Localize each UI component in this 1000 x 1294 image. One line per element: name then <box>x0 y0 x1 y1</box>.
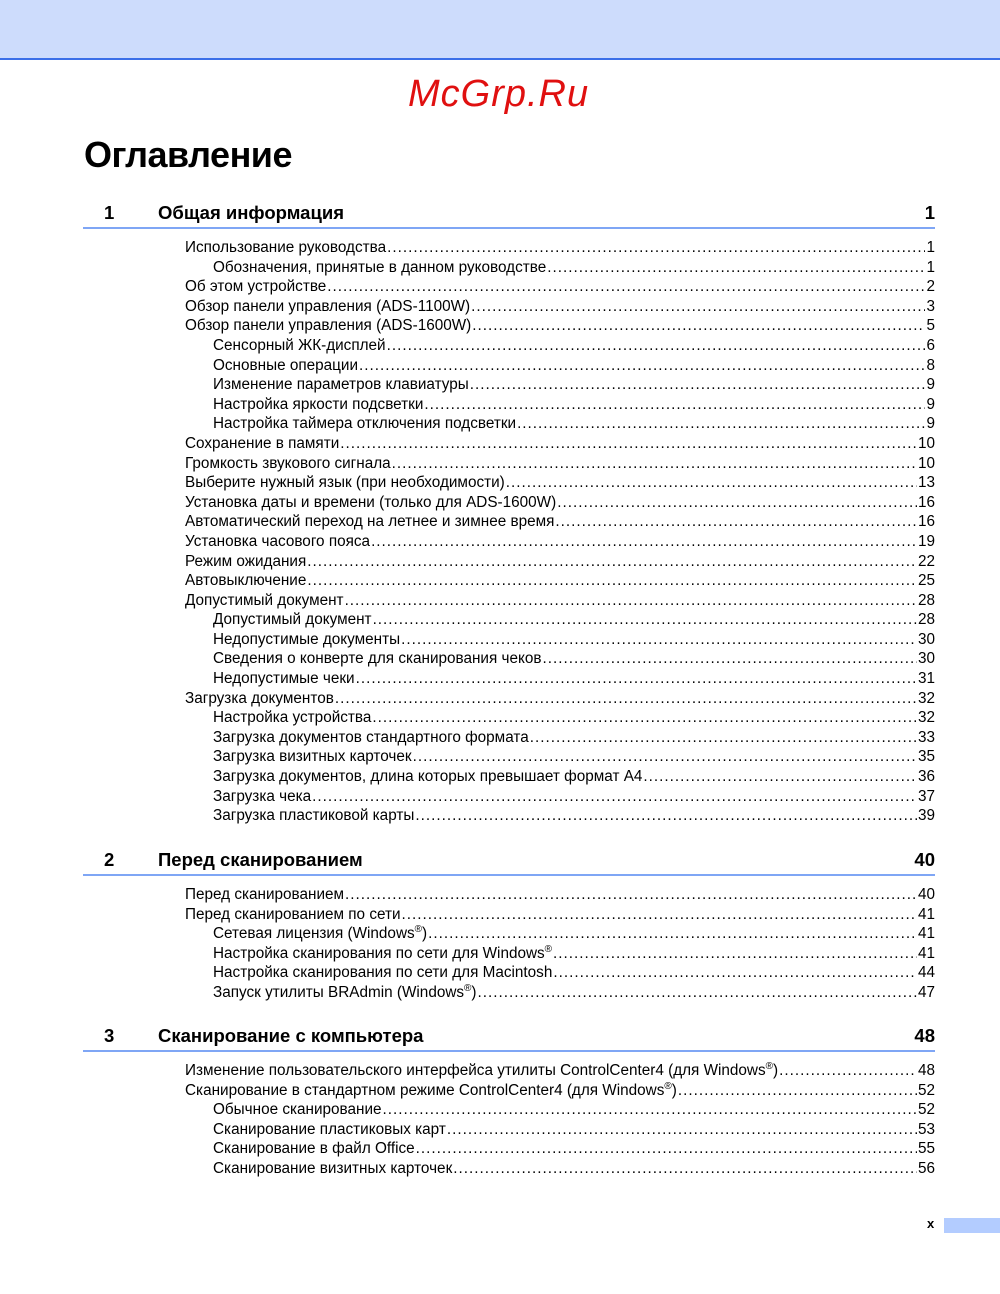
entry-title <box>213 983 477 1003</box>
toc-entry[interactable] <box>83 963 935 983</box>
entry-page: 36 <box>917 768 935 786</box>
entry-title <box>185 1061 778 1081</box>
section-title: Сканирование с компьютера <box>158 1025 424 1046</box>
entry-text: Перед сканированием по сети <box>185 905 401 923</box>
entry-page: 19 <box>917 532 935 550</box>
entry-page: 32 <box>917 709 935 727</box>
entry-text: Сохранение в памяти <box>185 434 340 452</box>
section-title: Перед сканированием <box>158 849 363 870</box>
entry-text: Настройка таймера отключения подсветки <box>213 415 517 433</box>
entry-text: Загрузка документов стандартного формата <box>213 728 529 746</box>
dot-leader <box>553 963 917 983</box>
toc-entry[interactable] <box>83 512 935 532</box>
entry-title <box>185 434 339 454</box>
entry-page: 25 <box>917 572 935 590</box>
header-band <box>0 0 1000 60</box>
toc-entry[interactable] <box>83 375 935 395</box>
entry-title <box>213 806 414 826</box>
entry-title <box>185 532 370 552</box>
dot-leader <box>553 944 917 964</box>
entry-title <box>213 728 529 748</box>
registered-mark: ® <box>544 943 553 955</box>
entry-text: Автоматический переход на летнее и зимнее время <box>185 513 555 531</box>
toc-entry[interactable] <box>83 414 935 434</box>
entry-page: 16 <box>917 513 935 531</box>
toc-entry[interactable] <box>83 610 935 630</box>
entry-text: Перед сканированием <box>185 886 345 903</box>
entry-page: 56 <box>917 1159 935 1177</box>
toc-entry[interactable] <box>83 1061 935 1081</box>
entry-text: Использование руководства <box>185 239 387 256</box>
entry-page: 6 <box>926 336 935 354</box>
entry-title <box>185 905 401 925</box>
toc-entry[interactable] <box>83 983 935 1003</box>
dot-leader <box>383 1100 917 1120</box>
dot-leader <box>530 728 917 748</box>
toc-entry[interactable] <box>83 747 935 767</box>
entry-page: 9 <box>926 395 935 413</box>
entry-suffix: ) <box>422 925 428 943</box>
toc-section <box>83 1022 935 1179</box>
dot-leader <box>547 258 925 278</box>
entry-text: Недопустимые документы <box>213 630 401 648</box>
toc-entry[interactable] <box>83 689 935 709</box>
dot-leader <box>359 356 925 376</box>
registered-mark: ® <box>664 1080 672 1092</box>
dot-leader <box>415 806 917 826</box>
entry-text: Настройка сканирования по сети для Windows <box>213 944 545 962</box>
entry-page: 9 <box>926 376 935 394</box>
entry-title <box>185 885 344 905</box>
entry-title <box>185 571 306 591</box>
entry-text: Загрузка документов <box>185 689 334 707</box>
dot-leader <box>372 708 917 728</box>
entry-title <box>213 1159 452 1179</box>
entry-title <box>213 258 546 278</box>
entry-title <box>213 1139 415 1159</box>
entry-title <box>213 767 642 787</box>
entry-text: Обозначения, принятые в данном руководстве <box>213 258 547 276</box>
entry-title <box>213 944 552 964</box>
toc-entry[interactable] <box>83 356 935 376</box>
entry-page: 39 <box>917 807 935 825</box>
entry-page: 2 <box>926 278 935 296</box>
entry-text: Загрузка пластиковой карты <box>213 807 415 825</box>
entry-page: 33 <box>917 728 935 746</box>
dot-leader <box>779 1061 917 1081</box>
dot-leader <box>402 905 917 925</box>
entry-text: Сканирование в стандартном режиме ControlCenter4 (для Windows <box>185 1081 665 1099</box>
dot-leader <box>327 277 925 297</box>
entry-title <box>213 963 552 983</box>
dot-leader <box>643 767 917 787</box>
entry-text: Сканирование пластиковых карт <box>213 1120 446 1138</box>
entry-page: 22 <box>917 552 935 570</box>
toc-entry[interactable] <box>83 316 935 336</box>
entry-text: Допустимый документ <box>213 611 372 629</box>
dot-leader <box>387 336 926 356</box>
entry-title <box>213 336 386 356</box>
dot-leader <box>428 924 917 944</box>
entry-text: Установка даты и времени (только для ADS-1600W) <box>185 493 557 511</box>
dot-leader <box>392 454 917 474</box>
dot-leader <box>447 1120 917 1140</box>
entry-page: 55 <box>917 1140 935 1158</box>
entry-text: Режим ожидания <box>185 552 307 570</box>
entry-suffix: ) <box>471 983 477 1001</box>
dot-leader <box>453 1159 917 1179</box>
toc-entry[interactable] <box>83 669 935 689</box>
section-number: 3 <box>104 1025 115 1046</box>
toc-entry[interactable] <box>83 787 935 807</box>
entry-title <box>185 297 470 317</box>
dot-leader <box>345 885 917 905</box>
dot-leader <box>678 1081 917 1101</box>
toc-entry[interactable] <box>83 767 935 787</box>
toc-entry[interactable] <box>83 728 935 748</box>
entry-title <box>185 238 386 258</box>
section-number: 2 <box>104 849 115 870</box>
toc-entry[interactable] <box>83 297 935 317</box>
dot-leader <box>542 649 917 669</box>
section-page: 1 <box>924 202 935 223</box>
toc-entry[interactable] <box>83 1081 935 1101</box>
toc-entries <box>83 238 935 826</box>
entry-suffix: ) <box>773 1062 779 1079</box>
entry-title <box>213 708 371 728</box>
entry-text: Сенсорный ЖК-дисплей <box>213 336 386 354</box>
entry-page: 3 <box>926 297 935 315</box>
entry-page: 10 <box>917 434 935 452</box>
entry-page: 28 <box>917 591 935 609</box>
entry-title <box>185 493 556 513</box>
entry-page: 31 <box>917 670 935 688</box>
dot-leader <box>413 747 917 767</box>
entry-page: 37 <box>917 787 935 805</box>
entry-title <box>185 689 334 709</box>
entry-text: Настройка яркости подсветки <box>213 395 424 413</box>
entry-page: 8 <box>926 356 935 374</box>
entry-page: 44 <box>917 964 935 982</box>
toc-entry[interactable] <box>83 1120 935 1140</box>
dot-leader <box>416 1139 917 1159</box>
entry-page: 16 <box>917 493 935 511</box>
entry-page: 30 <box>917 630 935 648</box>
entry-title <box>213 610 372 630</box>
entry-text: Громкость звукового сигнала <box>185 454 391 472</box>
toc-entry[interactable] <box>83 238 935 258</box>
toc-entry[interactable] <box>83 532 935 552</box>
entry-title <box>185 277 326 297</box>
entry-page: 5 <box>926 317 935 335</box>
dot-leader <box>401 630 917 650</box>
entry-text: Запуск утилиты BRAdmin (Windows <box>213 983 465 1001</box>
dot-leader <box>424 395 925 415</box>
entry-page: 9 <box>926 415 935 433</box>
entry-page: 10 <box>917 454 935 472</box>
section-heading[interactable] <box>83 846 935 876</box>
entry-page: 48 <box>917 1062 935 1079</box>
entry-text: Выберите нужный язык (при необходимости) <box>185 474 505 492</box>
entry-page: 53 <box>917 1120 935 1138</box>
entry-text: Автовыключение <box>185 572 307 590</box>
dot-leader <box>470 375 926 395</box>
dot-leader <box>506 473 917 493</box>
footer-bar <box>944 1218 1000 1233</box>
entry-title <box>213 375 469 395</box>
entry-text: Настройка сканирования по сети для Macintosh <box>213 964 553 982</box>
entry-page: 41 <box>917 905 935 923</box>
entry-title <box>213 747 412 767</box>
entry-page: 28 <box>917 611 935 629</box>
dot-leader <box>373 610 917 630</box>
dot-leader <box>335 689 917 709</box>
watermark: McGrp.Ru <box>408 73 590 115</box>
dot-leader <box>307 552 917 572</box>
entry-page: 1 <box>926 239 935 256</box>
registered-mark: ® <box>414 924 423 936</box>
section-number: 1 <box>104 202 115 223</box>
entry-title <box>213 395 423 415</box>
entry-title <box>185 591 344 611</box>
entry-page: 41 <box>917 944 935 962</box>
entry-title <box>185 512 554 532</box>
entry-page: 13 <box>917 474 935 492</box>
entry-text: Загрузка визитных карточек <box>213 748 412 766</box>
toc-entry[interactable] <box>83 630 935 650</box>
entry-title <box>213 1120 446 1140</box>
toc-entry[interactable] <box>83 885 935 905</box>
entry-text: Сведения о конверте для сканирования чеков <box>213 650 542 668</box>
dot-leader <box>312 787 917 807</box>
entry-title <box>213 924 427 944</box>
dot-leader <box>371 532 917 552</box>
entry-text: Обзор панели управления (ADS-1100W) <box>185 297 471 315</box>
toc-entries <box>83 885 935 1003</box>
entry-text: Основные операции <box>213 356 358 374</box>
entry-text: Сканирование визитных карточек <box>213 1159 453 1177</box>
entry-suffix: ) <box>671 1081 677 1099</box>
entry-page: 52 <box>917 1101 935 1119</box>
toc-entry[interactable] <box>83 649 935 669</box>
section-page: 48 <box>914 1025 935 1046</box>
entry-title <box>213 630 400 650</box>
entry-text: Изменение параметров клавиатуры <box>213 376 469 394</box>
toc-entry[interactable] <box>83 571 935 591</box>
entry-page: 40 <box>917 886 935 903</box>
toc-entry[interactable] <box>83 552 935 572</box>
entry-page: 47 <box>917 983 935 1001</box>
toc-section <box>83 846 935 1003</box>
dot-leader <box>356 669 917 689</box>
section-heading[interactable] <box>83 199 935 229</box>
entry-text: Обзор панели управления (ADS-1600W) <box>185 317 472 335</box>
entry-title <box>185 473 505 493</box>
toc-entry[interactable] <box>83 1159 935 1179</box>
toc-entry[interactable] <box>83 277 935 297</box>
entry-title <box>213 669 355 689</box>
dot-leader <box>555 512 917 532</box>
toc-entry[interactable] <box>83 905 935 925</box>
toc-entry[interactable] <box>83 924 935 944</box>
entry-text: Установка часового пояса <box>185 532 371 550</box>
entry-text: Об этом устройстве <box>185 278 327 296</box>
dot-leader <box>387 238 925 258</box>
section-page: 40 <box>914 849 935 870</box>
registered-mark: ® <box>464 982 472 994</box>
dot-leader <box>345 591 917 611</box>
entry-text: Загрузка документов, длина которых превышает формат A4 <box>213 768 643 786</box>
dot-leader <box>307 571 917 591</box>
entry-text: Сканирование в файл Office <box>213 1140 415 1158</box>
dot-leader <box>478 983 917 1003</box>
entry-title <box>213 787 311 807</box>
toc-entry[interactable] <box>83 944 935 964</box>
page-number: x <box>927 1216 935 1231</box>
entry-text: Обычное сканирование <box>213 1101 382 1119</box>
dot-leader <box>471 297 925 317</box>
toc-entry[interactable] <box>83 1139 935 1159</box>
toc-entry[interactable] <box>83 493 935 513</box>
entry-title <box>213 1100 382 1120</box>
entry-title <box>185 1081 677 1101</box>
entry-title <box>185 454 391 474</box>
toc-entry[interactable] <box>83 1100 935 1120</box>
registered-mark: ® <box>765 1061 774 1072</box>
toc-entry[interactable] <box>83 336 935 356</box>
entry-text: Сетевая лицензия (Windows <box>213 925 415 943</box>
entry-text: Недопустимые чеки <box>213 670 355 688</box>
dot-leader <box>472 316 925 336</box>
dot-leader <box>557 493 917 513</box>
toc-entry[interactable] <box>83 258 935 278</box>
toc-entry[interactable] <box>83 395 935 415</box>
entry-page: 52 <box>917 1081 935 1099</box>
toc-entry[interactable] <box>83 473 935 493</box>
entry-page: 41 <box>917 925 935 943</box>
toc-entry[interactable] <box>83 454 935 474</box>
dot-leader <box>340 434 917 454</box>
section-heading[interactable] <box>83 1022 935 1052</box>
entry-text: Изменение пользовательского интерфейса утилиты ControlCenter4 (для Windows <box>185 1062 766 1079</box>
entry-page: 30 <box>917 650 935 668</box>
toc-section <box>83 199 935 826</box>
toc-entry[interactable] <box>83 434 935 454</box>
entry-title <box>213 414 516 434</box>
toc-entries <box>83 1061 935 1179</box>
entry-page: 32 <box>917 689 935 707</box>
page-title: Оглавление <box>84 134 292 175</box>
entry-text: Настройка устройства <box>213 709 372 727</box>
dot-leader <box>517 414 925 434</box>
entry-page: 35 <box>917 748 935 766</box>
entry-title <box>185 552 306 572</box>
section-title: Общая информация <box>158 202 344 223</box>
entry-title <box>213 356 358 376</box>
toc-entry[interactable] <box>83 806 935 826</box>
toc-entry[interactable] <box>83 708 935 728</box>
entry-title <box>185 316 471 336</box>
entry-text: Допустимый документ <box>185 591 344 609</box>
entry-title <box>213 649 541 669</box>
entry-text: Загрузка чека <box>213 787 312 805</box>
entry-page: 1 <box>926 258 935 276</box>
toc-entry[interactable] <box>83 591 935 611</box>
